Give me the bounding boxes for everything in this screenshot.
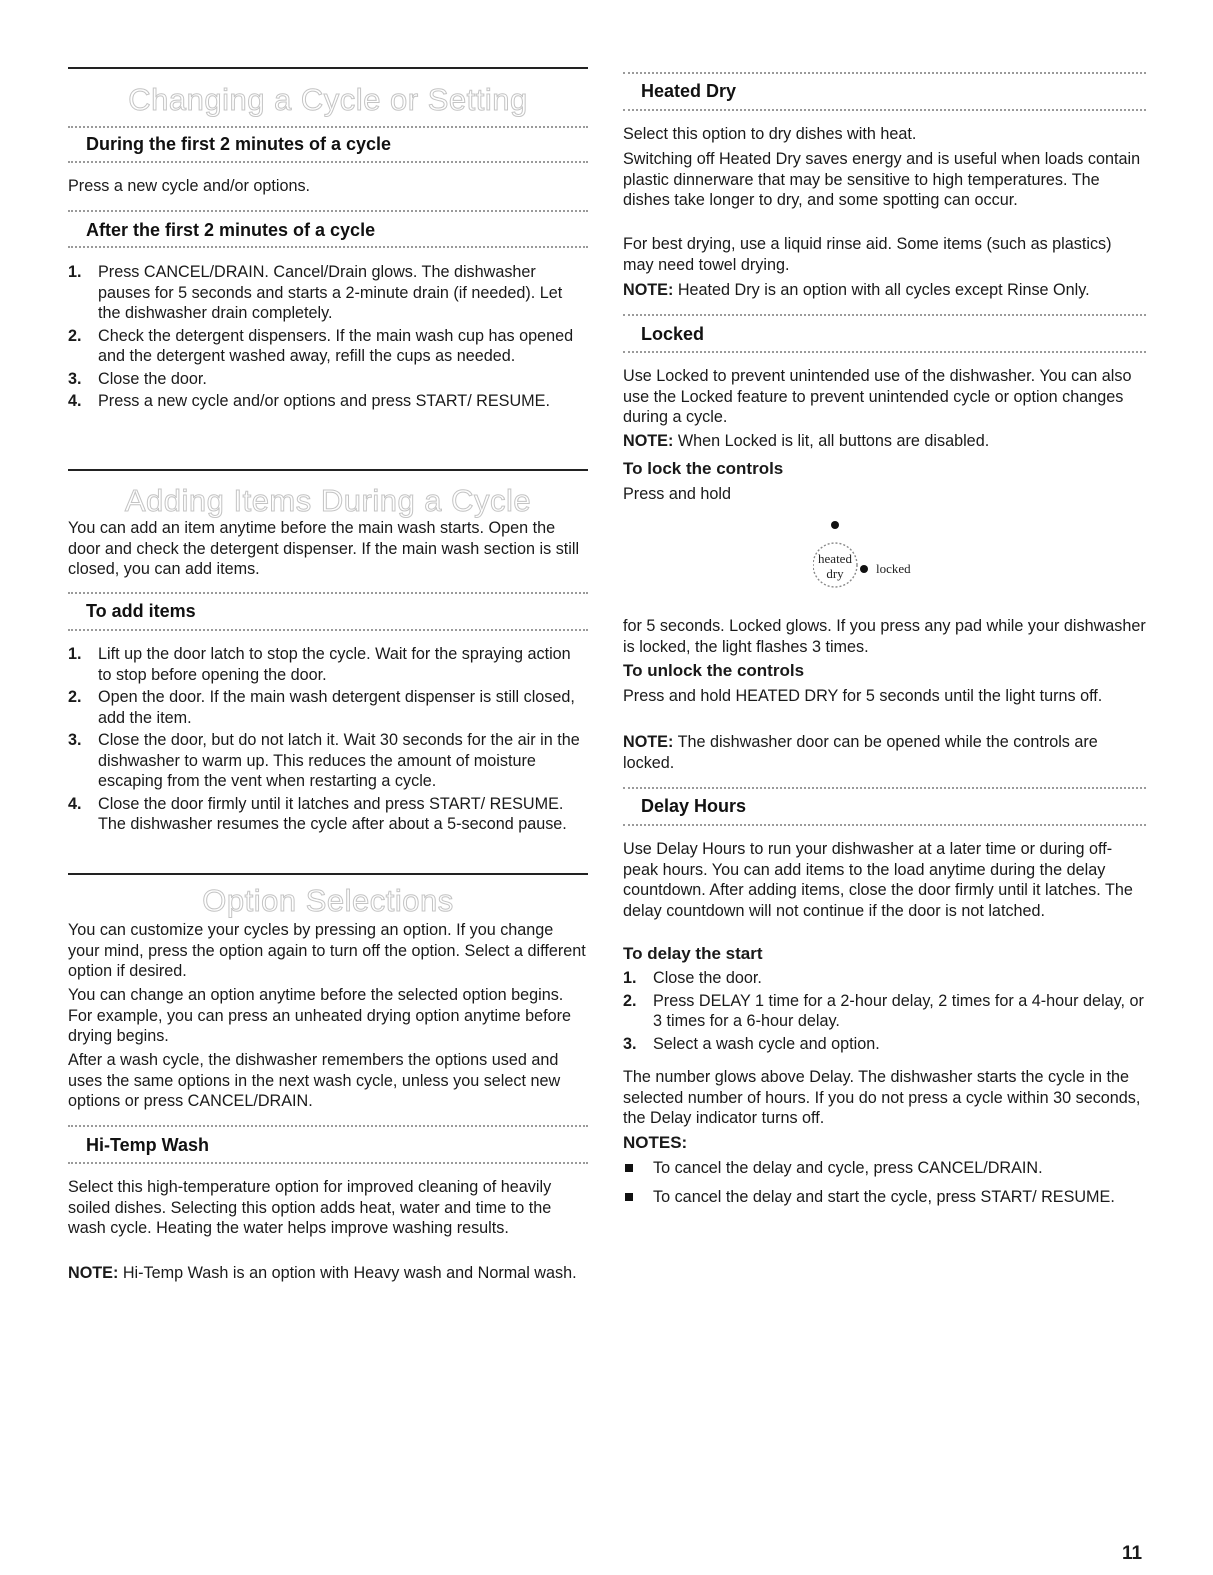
subheading-locked: Locked bbox=[641, 324, 705, 344]
step-number: 3. bbox=[68, 731, 82, 749]
note bbox=[623, 431, 1146, 452]
bullet-square-icon bbox=[625, 1193, 633, 1201]
indicator-light-icon bbox=[831, 521, 839, 529]
section-rule bbox=[68, 469, 588, 471]
list-item bbox=[68, 644, 588, 685]
step-text: Press DELAY 1 time for a 2-hour delay, 2 times for a 4-hour delay, or 3 times for a 6-hour delay. bbox=[653, 991, 1144, 1030]
paragraph: Use Locked to prevent unintended use of the dishwasher. You can also use the Locked feature to prevent unintended cycle or option changes during a cycle. bbox=[623, 367, 1132, 426]
list-item bbox=[68, 262, 588, 324]
section-title-changing-cycle: Changing a Cycle or Setting bbox=[128, 82, 528, 117]
note-label: NOTE: bbox=[623, 432, 674, 450]
subheading-after-2-minutes: After the first 2 minutes of a cycle bbox=[86, 220, 376, 240]
heading-to-lock-controls: To lock the controls bbox=[623, 459, 784, 478]
step-number: 3. bbox=[623, 1034, 637, 1053]
dotted-rule bbox=[623, 824, 1146, 826]
step-text: Close the door firmly until it latches and press START/ RESUME. The dishwasher resumes the cycle after about a 5-second pause. bbox=[98, 794, 567, 833]
step-text: Open the door. If the main wash detergent dispenser is still closed, add the item. bbox=[98, 688, 575, 727]
section-title-option-selections: Option Selections bbox=[202, 883, 454, 918]
locked-label: locked bbox=[876, 561, 911, 576]
subheading-delay-hours: Delay Hours bbox=[641, 796, 747, 816]
dotted-rule bbox=[623, 72, 1146, 74]
dry-label: dry bbox=[826, 566, 844, 581]
dotted-rule bbox=[68, 210, 588, 212]
step-text: Close the door. bbox=[98, 369, 207, 388]
paragraph: for 5 seconds. Locked glows. If you press any pad while your dishwasher is locked, the light flashes 3 times. bbox=[623, 617, 1146, 656]
dotted-rule bbox=[68, 1125, 588, 1127]
step-number: 2. bbox=[68, 688, 82, 706]
step-text: Select a wash cycle and option. bbox=[653, 1034, 880, 1053]
note-text: To cancel the delay and start the cycle, press START/ RESUME. bbox=[653, 1187, 1115, 1206]
note-text: To cancel the delay and cycle, press CANCEL/DRAIN. bbox=[653, 1159, 1043, 1177]
subheading-to-add-items: To add items bbox=[86, 601, 196, 621]
step-text: Check the detergent dispensers. If the main wash cup has opened and the detergent washed away, refill the cups as needed. bbox=[98, 326, 574, 365]
list-item bbox=[68, 326, 588, 367]
paragraph: Use Delay Hours to run your dishwasher at a later time or during off-peak hours. You can add items to the load anytime during the delay countdown. After adding items, close the door firmly until it latches. The delay countdown will not continue if the door is not latched. bbox=[623, 840, 1133, 920]
steps-change-cycle bbox=[68, 262, 588, 414]
list-item bbox=[68, 794, 588, 835]
step-number: 2. bbox=[623, 991, 637, 1010]
note bbox=[623, 732, 1146, 773]
notes-list bbox=[623, 1158, 1146, 1215]
note bbox=[68, 1263, 588, 1284]
subheading-heated-dry: Heated Dry bbox=[641, 81, 737, 101]
list-item bbox=[68, 391, 588, 412]
note-text: When Locked is lit, all buttons are disabled. bbox=[673, 432, 990, 450]
paragraph: You can customize your cycles by pressing an option. If you change your mind, press the option again to turn off the option. Select a different option if desired. bbox=[68, 921, 586, 980]
dotted-rule bbox=[623, 109, 1146, 111]
step-number: 4. bbox=[68, 392, 82, 410]
paragraph: You can change an option anytime before the selected option begins. For example, you can press an unheated drying option anytime before drying begins. bbox=[68, 986, 572, 1045]
paragraph: Select this option to dry dishes with heat. bbox=[623, 125, 917, 143]
step-number: 1. bbox=[68, 263, 82, 281]
bullet-square-icon bbox=[625, 1164, 633, 1172]
section-rule bbox=[68, 873, 588, 875]
list-item bbox=[623, 1034, 1146, 1055]
steps-add-items bbox=[68, 644, 588, 837]
subheading-hi-temp-wash: Hi-Temp Wash bbox=[86, 1135, 210, 1155]
dotted-rule bbox=[68, 1162, 588, 1164]
section-rule bbox=[68, 67, 588, 69]
step-text: Press a new cycle and/or options and press START/ RESUME. bbox=[98, 392, 550, 410]
paragraph: Press a new cycle and/or options. bbox=[68, 177, 311, 195]
paragraph: The number glows above Delay. The dishwasher starts the cycle in the selected number of hours. If you do not press a cycle within 30 seconds, the Delay indicator turns off. bbox=[623, 1068, 1141, 1127]
paragraph: Select this high-temperature option for improved cleaning of heavily soiled dishes. Selecting this option adds heat, water and time to the wash cycle. Heating the water helps improve washing results. bbox=[68, 1178, 552, 1237]
heading-notes: NOTES: bbox=[623, 1133, 688, 1152]
dotted-rule bbox=[68, 246, 588, 248]
paragraph: You can add an item anytime before the main wash starts. Open the door and check the detergent dispenser. If the main wash section is still closed, you can add items. bbox=[68, 519, 580, 578]
paragraph: For best drying, use a liquid rinse aid. Some items (such as plastics) may need towel drying. bbox=[623, 235, 1112, 274]
list-item bbox=[68, 730, 588, 792]
step-number: 3. bbox=[68, 369, 82, 388]
dotted-rule bbox=[623, 351, 1146, 353]
dotted-rule bbox=[68, 161, 588, 163]
list-item bbox=[623, 1187, 1146, 1208]
locked-light-icon bbox=[860, 565, 868, 573]
list-item bbox=[623, 968, 1146, 989]
dotted-rule bbox=[68, 629, 588, 631]
note-label: NOTE: bbox=[623, 281, 674, 299]
control-panel-illustration bbox=[813, 518, 963, 608]
dotted-rule bbox=[623, 787, 1146, 789]
dotted-rule bbox=[68, 592, 588, 594]
heading-to-delay-start: To delay the start bbox=[623, 944, 763, 963]
note-label: NOTE: bbox=[623, 733, 674, 751]
note bbox=[623, 280, 1146, 301]
step-text: Lift up the door latch to stop the cycle. Wait for the spraying action to stop before opening the door. bbox=[98, 645, 571, 684]
dotted-rule bbox=[623, 314, 1146, 316]
list-item bbox=[623, 1158, 1146, 1179]
note-label: NOTE: bbox=[68, 1264, 119, 1282]
paragraph: After a wash cycle, the dishwasher remembers the options used and uses the same options in the next wash cycle, unless you select new options or press CANCEL/DRAIN. bbox=[68, 1051, 561, 1110]
step-text: Close the door, but do not latch it. Wait 30 seconds for the air in the dishwasher to warm up. This reduces the amount of moisture escaping from the vent when restarting a cycle. bbox=[98, 731, 580, 790]
list-item bbox=[68, 687, 588, 728]
section-title-adding-items: Adding Items During a Cycle bbox=[124, 483, 532, 518]
step-text: Close the door. bbox=[653, 969, 762, 987]
paragraph: Press and hold bbox=[623, 485, 731, 503]
step-number: 1. bbox=[623, 969, 637, 987]
step-number: 4. bbox=[68, 794, 82, 813]
paragraph: Press and hold HEATED DRY for 5 seconds until the light turns off. bbox=[623, 687, 1103, 705]
step-text: Press CANCEL/DRAIN. Cancel/Drain glows. The dishwasher pauses for 5 seconds and starts a 2-minute drain (if needed). Let the dishwasher drain completely. bbox=[98, 263, 563, 322]
dotted-rule bbox=[68, 126, 588, 128]
heated-label: heated bbox=[818, 551, 852, 566]
heading-to-unlock-controls: To unlock the controls bbox=[623, 661, 805, 680]
steps-delay-start bbox=[623, 968, 1146, 1056]
note-text: Hi-Temp Wash is an option with Heavy wash and Normal wash. bbox=[118, 1264, 577, 1282]
subheading-first-2-minutes: During the first 2 minutes of a cycle bbox=[86, 134, 392, 154]
paragraph: Switching off Heated Dry saves energy and is useful when loads contain plastic dinnerware that may be sensitive to high temperatures. The dishes take longer to dry, and some spotting can occur. bbox=[623, 150, 1141, 209]
list-item bbox=[68, 369, 588, 390]
page-number: 11 bbox=[1122, 1543, 1143, 1564]
note-text: The dishwasher door can be opened while the controls are locked. bbox=[623, 733, 1098, 772]
note-text: Heated Dry is an option with all cycles except Rinse Only. bbox=[673, 281, 1090, 299]
step-number: 1. bbox=[68, 645, 82, 663]
step-number: 2. bbox=[68, 326, 82, 345]
list-item bbox=[623, 991, 1146, 1032]
